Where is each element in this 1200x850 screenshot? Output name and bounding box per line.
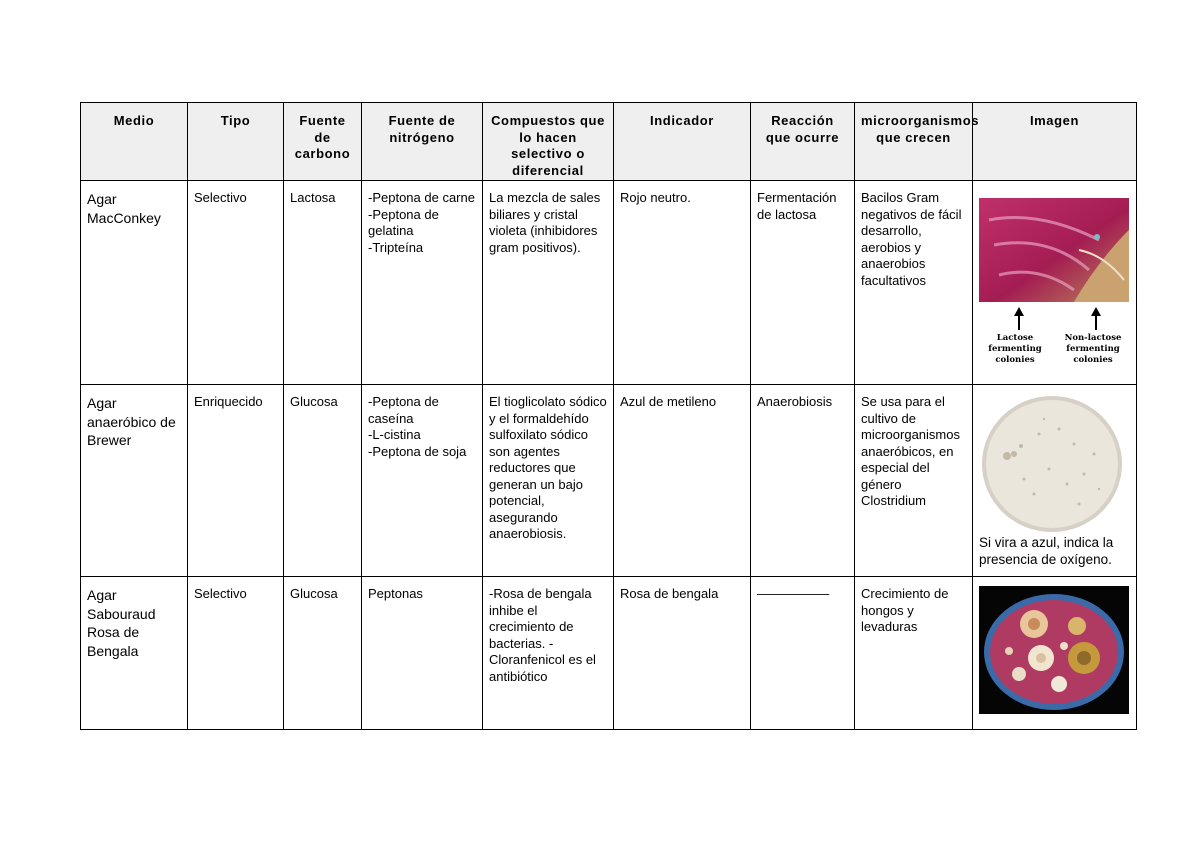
medio-cell: Agar MacConkey bbox=[81, 181, 188, 385]
label-right-line: fermenting bbox=[1066, 344, 1120, 354]
brewer-plate-image bbox=[979, 394, 1129, 534]
header-carbono: Fuente de carbono bbox=[284, 103, 362, 181]
compuestos-cell: La mezcla de sales biliares y cristal violeta (inhibidores gram positivos). bbox=[483, 181, 614, 385]
nitrogeno-item: -Peptona de gelatina bbox=[368, 206, 439, 238]
compuestos-cell: -Rosa de bengala inhibe el crecimiento de bacterias. -Cloranfenicol es el antibiótico bbox=[483, 577, 614, 730]
indicador-cell: Rosa de bengala bbox=[614, 577, 751, 730]
imagen-cell bbox=[973, 181, 1137, 385]
tipo-cell: Selectivo bbox=[188, 181, 284, 385]
nitrogeno-cell bbox=[362, 181, 483, 385]
label-right-line: colonies bbox=[1073, 355, 1113, 362]
tipo-cell: Enriquecido bbox=[188, 385, 284, 577]
image-caption: Si vira a azul, indica la presencia de oxígeno. bbox=[979, 535, 1114, 567]
sabouraud-plate-image bbox=[979, 586, 1129, 714]
tipo-cell: Selectivo bbox=[188, 577, 284, 730]
nitrogeno-item: -Peptona de soja bbox=[368, 443, 467, 459]
label-left-line: fermenting bbox=[988, 344, 1042, 354]
header-imagen: Imagen bbox=[973, 103, 1137, 181]
header-microorganismos: microorganismos que crecen bbox=[855, 103, 973, 181]
imagen-cell bbox=[973, 385, 1137, 577]
header-medio: Medio bbox=[81, 103, 188, 181]
indicador-cell: Rojo neutro. bbox=[614, 181, 751, 385]
label-left-line: Lactose bbox=[996, 333, 1034, 343]
imagen-cell bbox=[973, 577, 1137, 730]
nitrogeno-item: -Tripteína bbox=[368, 239, 424, 255]
microorganismos-cell: Se usa para el cultivo de microorganismos anaeróbicos, en especial del género Clostridium bbox=[855, 385, 973, 577]
table-row bbox=[81, 577, 1137, 730]
reaccion-cell: Fermentación de lactosa bbox=[751, 181, 855, 385]
header-tipo: Tipo bbox=[188, 103, 284, 181]
nitrogeno-cell bbox=[362, 385, 483, 577]
microorganismos-cell: Bacilos Gram negativos de fácil desarrollo, aerobios y anaerobios facultativos bbox=[855, 181, 973, 385]
medio-cell: Agar anaeróbico de Brewer bbox=[81, 385, 188, 577]
table-row bbox=[81, 385, 1137, 577]
nitrogeno-item: -Peptona de carne bbox=[368, 190, 475, 205]
nitrogeno-item: -L-cistina bbox=[368, 427, 421, 442]
macconkey-plate-image bbox=[979, 190, 1129, 362]
table-row bbox=[81, 181, 1137, 385]
carbono-cell: Glucosa bbox=[284, 385, 362, 577]
carbono-cell: Glucosa bbox=[284, 577, 362, 730]
carbono-cell: Lactosa bbox=[284, 181, 362, 385]
reaccion-cell: —————– bbox=[751, 577, 855, 730]
header-reaccion: Reacción que ocurre bbox=[751, 103, 855, 181]
header-nitrogeno: Fuente de nitrógeno bbox=[362, 103, 483, 181]
reaccion-cell: Anaerobiosis bbox=[751, 385, 855, 577]
header-compuestos: Compuestos que lo hacen selectivo o diferencial bbox=[483, 103, 614, 181]
header-row bbox=[81, 103, 1137, 181]
media-table bbox=[80, 102, 1137, 730]
indicador-cell: Azul de metileno bbox=[614, 385, 751, 577]
nitrogeno-cell bbox=[362, 577, 483, 730]
compuestos-cell: El tioglicolato sódico y el formaldehído sulfoxilato sódico son agentes reductores que generan un bajo potencial, asegurando anaerobiosis. bbox=[483, 385, 614, 577]
label-right-line: Non-lactose bbox=[1064, 333, 1122, 343]
microorganismos-cell: Crecimiento de hongos y levaduras bbox=[855, 577, 973, 730]
nitrogeno-item: -Peptona de caseína bbox=[368, 394, 439, 426]
nitrogeno-item: Peptonas bbox=[368, 586, 423, 601]
medio-cell: Agar Sabouraud Rosa de Bengala bbox=[81, 577, 188, 730]
label-left-line: colonies bbox=[995, 355, 1035, 362]
header-indicador: Indicador bbox=[614, 103, 751, 181]
